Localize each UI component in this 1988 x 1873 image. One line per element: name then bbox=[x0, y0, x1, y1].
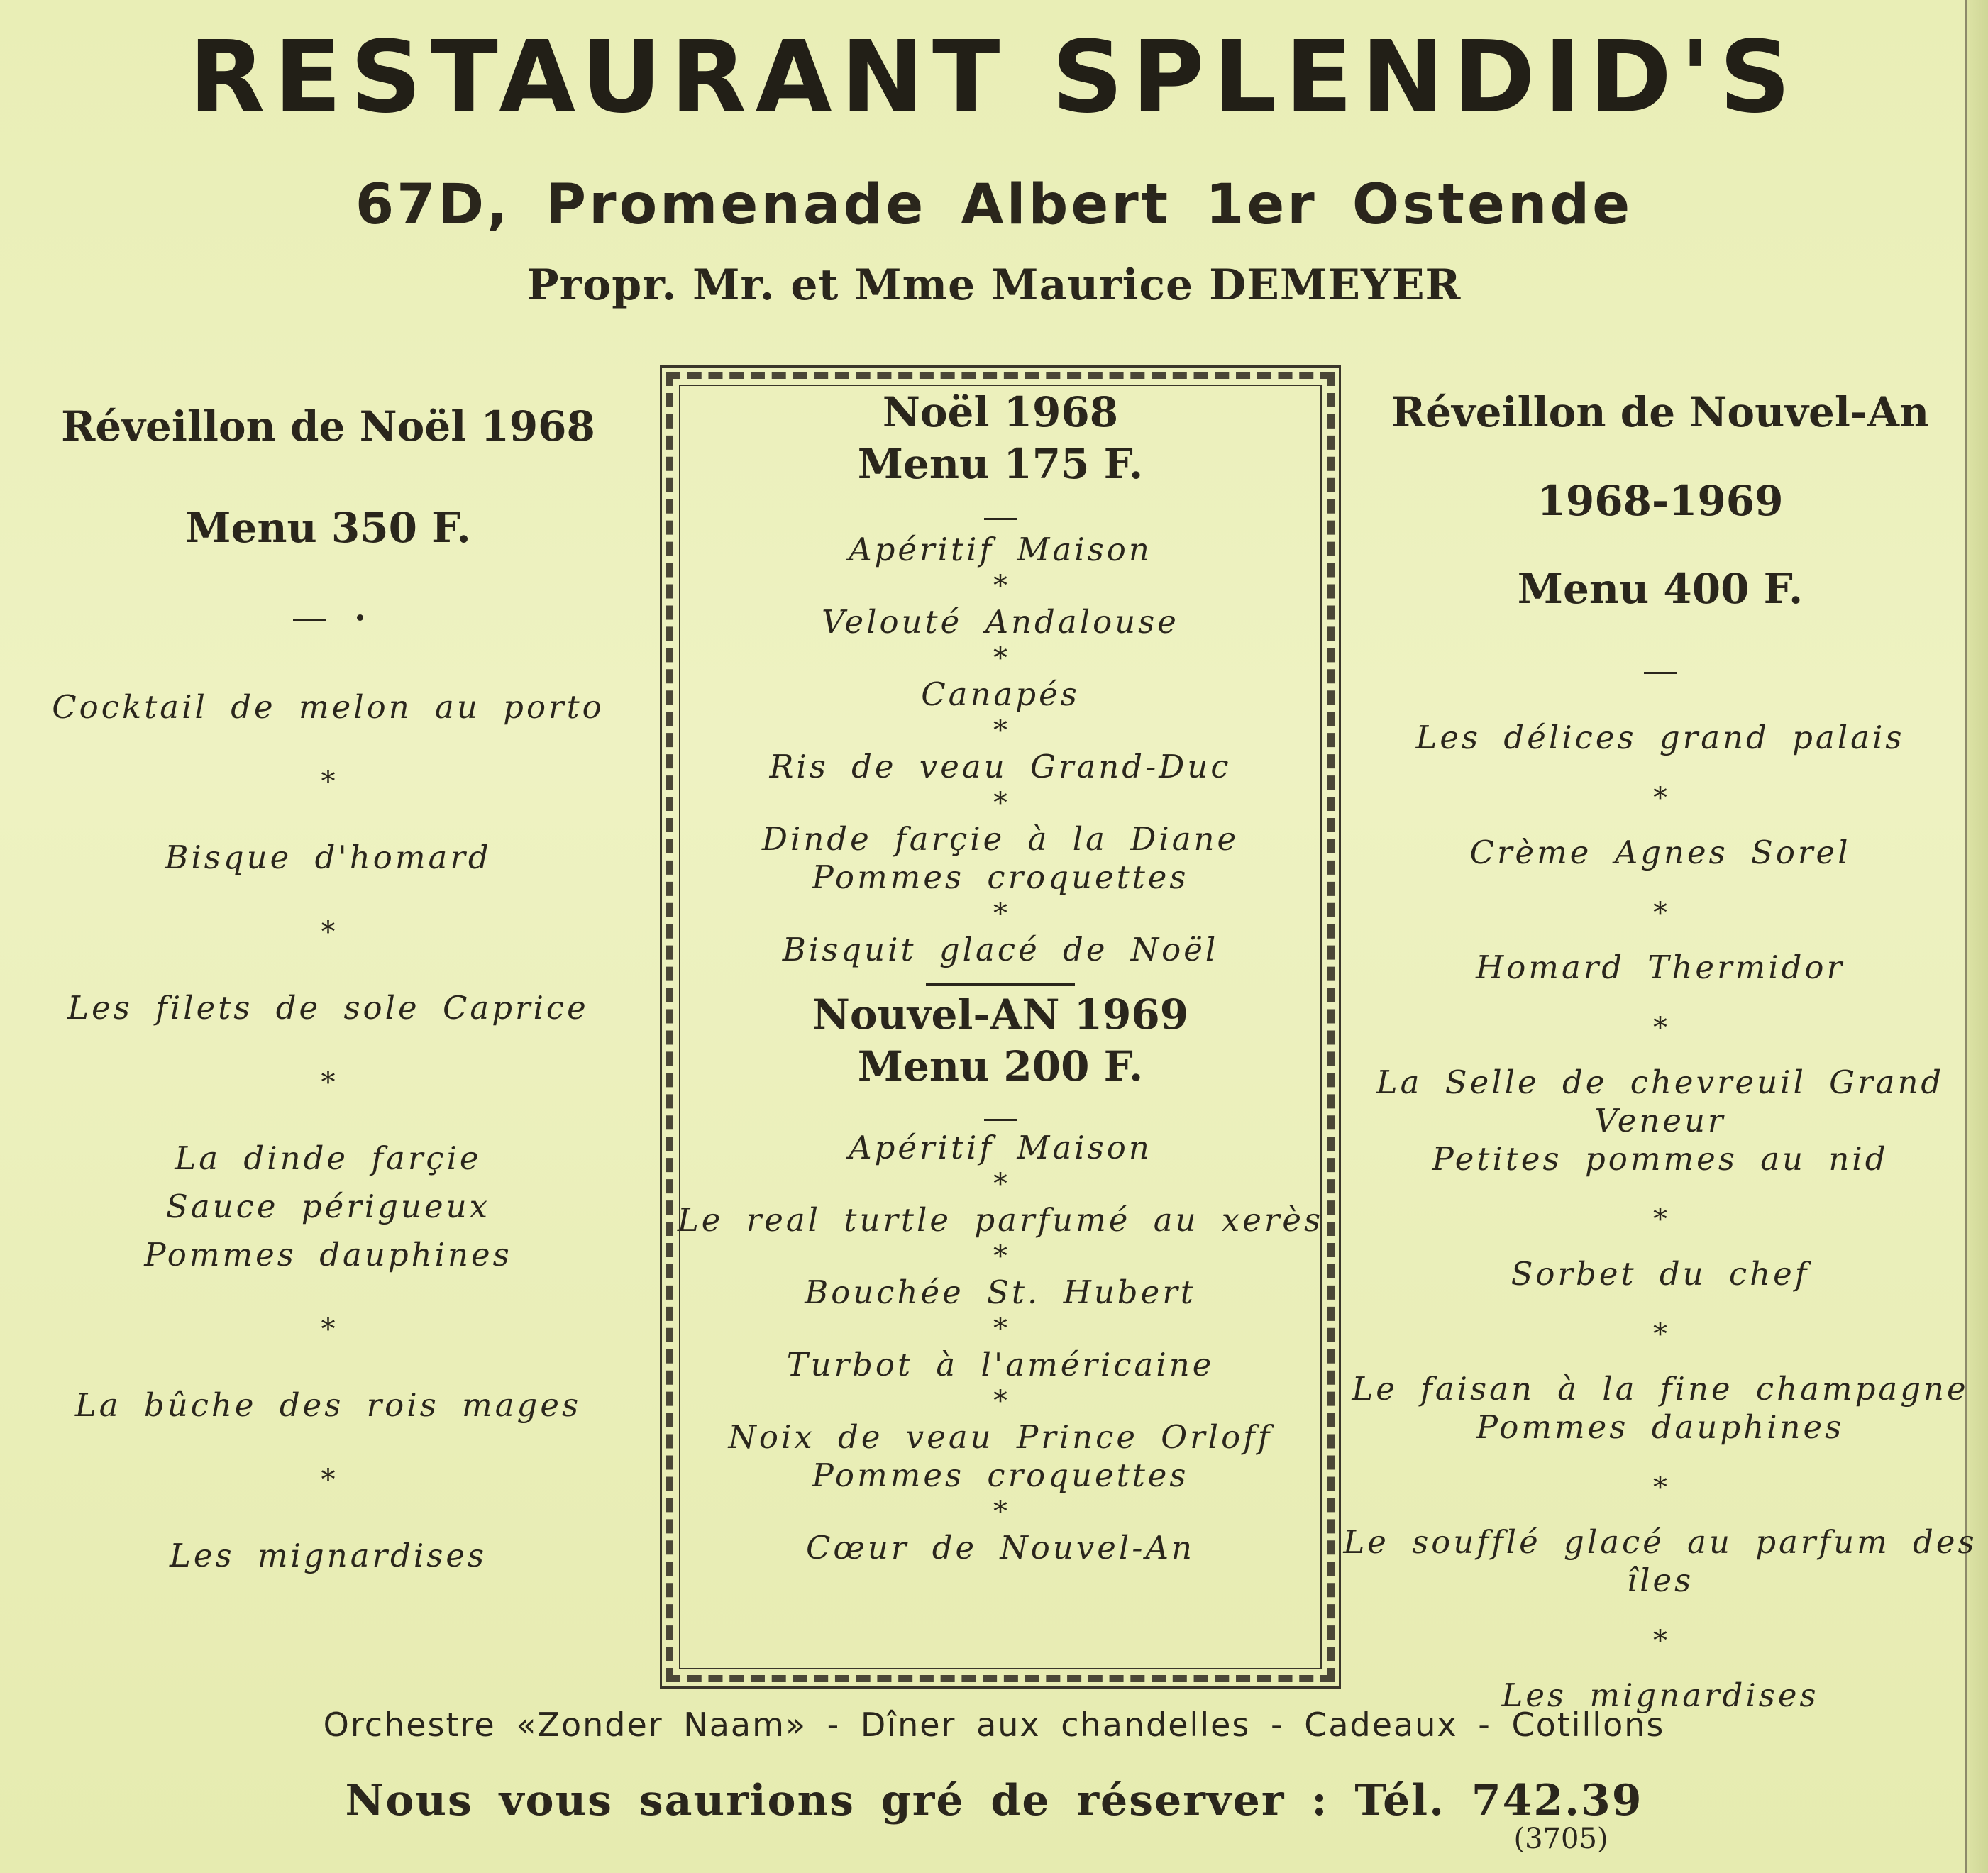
menu-item: Cocktail de melon au porto bbox=[52, 688, 604, 726]
menu-title: Réveillon de Noël 1968 bbox=[61, 402, 595, 451]
menu-title: Nouvel-AN 1969 bbox=[812, 990, 1189, 1039]
menu-item: Les filets de sole Caprice bbox=[67, 989, 589, 1027]
separator-dot bbox=[357, 614, 363, 621]
menu-reveillon-nouvel-an bbox=[1334, 387, 1987, 1715]
menu-item: Crème Agnes Sorel bbox=[1469, 833, 1851, 871]
separator bbox=[1334, 663, 1987, 672]
menu-item: Le faisan à la fine champagne bbox=[1352, 1369, 1969, 1408]
separator-dash bbox=[1644, 672, 1677, 674]
menu-item: Cœur de Nouvel-An bbox=[805, 1529, 1195, 1567]
star-separator: * bbox=[993, 714, 1007, 747]
menu-item: Homard Thermidor bbox=[1475, 948, 1845, 986]
star-separator: * bbox=[993, 1240, 1007, 1273]
star-separator: * bbox=[1653, 1317, 1667, 1351]
menu-item: Les mignardises bbox=[1501, 1676, 1819, 1714]
separator bbox=[663, 509, 1337, 518]
menu-item: Bisquit glacé de Noël bbox=[782, 931, 1219, 968]
menu-item: Pommes dauphines bbox=[144, 1236, 512, 1273]
restaurant-address: 67D, Promenade Albert 1er Ostende bbox=[355, 173, 1633, 237]
star-separator: * bbox=[321, 1464, 336, 1496]
menu-item: Ris de veau Grand-Duc bbox=[769, 748, 1232, 785]
separator-dash bbox=[984, 518, 1017, 520]
star-separator: * bbox=[993, 570, 1007, 602]
menu-item: Bisque d'homard bbox=[165, 839, 492, 876]
menu-reveillon-noel bbox=[28, 401, 628, 1575]
star-separator: * bbox=[993, 1496, 1007, 1528]
menu-item: Turbot à l'américaine bbox=[786, 1346, 1215, 1383]
star-separator: * bbox=[993, 642, 1007, 675]
menu-item: Le soufflé glacé au parfum des îles bbox=[1343, 1523, 1977, 1599]
star-separator: * bbox=[1653, 1471, 1667, 1504]
separator-dash bbox=[984, 1119, 1017, 1121]
menu-price: Menu 400 F. bbox=[1517, 565, 1804, 613]
star-separator: * bbox=[321, 1313, 336, 1346]
menu-title: Réveillon de Nouvel-An bbox=[1391, 388, 1930, 436]
menu-item: Apéritif Maison bbox=[849, 1129, 1152, 1166]
restaurant-owners: Propr. Mr. et Mme Maurice DEMEYER bbox=[526, 260, 1462, 310]
menu-item: La dinde farçie bbox=[175, 1139, 482, 1177]
menu-item: La Selle de chevreuil Grand Veneur bbox=[1376, 1063, 1945, 1139]
menu-item: Pommes dauphines bbox=[1476, 1408, 1845, 1446]
star-separator: * bbox=[1653, 1624, 1667, 1657]
star-separator: * bbox=[993, 1313, 1007, 1345]
menu-center-box bbox=[663, 387, 1337, 1567]
separator bbox=[663, 1110, 1337, 1119]
star-separator: * bbox=[993, 897, 1007, 930]
menu-item: Les délices grand palais bbox=[1415, 718, 1905, 756]
menu-item: Bouchée St. Hubert bbox=[805, 1273, 1196, 1311]
menu-item: La bûche des rois mages bbox=[74, 1386, 582, 1424]
menu-divider bbox=[926, 983, 1075, 986]
menu-item: Pommes croquettes bbox=[812, 1457, 1189, 1494]
menu-title-years: 1968-1969 bbox=[1537, 476, 1784, 525]
menu-item: Dinde farçie à la Diane bbox=[761, 820, 1239, 858]
restaurant-name: RESTAURANT SPLENDID'S bbox=[189, 20, 1799, 136]
footer-extras: Orchestre «Zonder Naam» - Dîner aux chandelles - Cadeaux - Cotillons bbox=[323, 1706, 1665, 1744]
star-separator: * bbox=[1653, 896, 1667, 929]
menu-item: Le real turtle parfumé au xerès bbox=[677, 1201, 1324, 1239]
separator-dash bbox=[293, 619, 326, 621]
menu-price: Menu 350 F. bbox=[185, 503, 471, 552]
ad-reference-number: (3705) bbox=[1513, 1823, 1608, 1855]
menu-price: Menu 175 F. bbox=[857, 439, 1144, 488]
menu-item: Velouté Andalouse bbox=[822, 603, 1179, 641]
menu-title: Noël 1968 bbox=[882, 388, 1119, 436]
menu-item: Sauce périgueux bbox=[166, 1188, 490, 1225]
menu-item: Noix de veau Prince Orloff bbox=[728, 1418, 1273, 1456]
separator bbox=[28, 610, 628, 624]
menu-item: Pommes croquettes bbox=[812, 858, 1189, 896]
star-separator: * bbox=[321, 766, 336, 798]
star-separator: * bbox=[1653, 781, 1667, 814]
star-separator: * bbox=[993, 1385, 1007, 1418]
menu-price: Menu 200 F. bbox=[857, 1042, 1144, 1090]
menu-item: Petites pommes au nid bbox=[1432, 1139, 1889, 1178]
menu-item: Sorbet du chef bbox=[1511, 1254, 1810, 1293]
star-separator: * bbox=[321, 1066, 336, 1099]
star-separator: * bbox=[993, 787, 1007, 819]
menu-item: Canapés bbox=[921, 675, 1080, 713]
star-separator: * bbox=[321, 916, 336, 949]
footer-reservation: Nous vous saurions gré de réserver : Tél. 742.39 bbox=[345, 1776, 1643, 1825]
star-separator: * bbox=[1653, 1203, 1667, 1236]
menu-item: Apéritif Maison bbox=[849, 531, 1152, 568]
star-separator: * bbox=[993, 1168, 1007, 1200]
menu-item: Les mignardises bbox=[169, 1537, 487, 1574]
star-separator: * bbox=[1653, 1011, 1667, 1044]
